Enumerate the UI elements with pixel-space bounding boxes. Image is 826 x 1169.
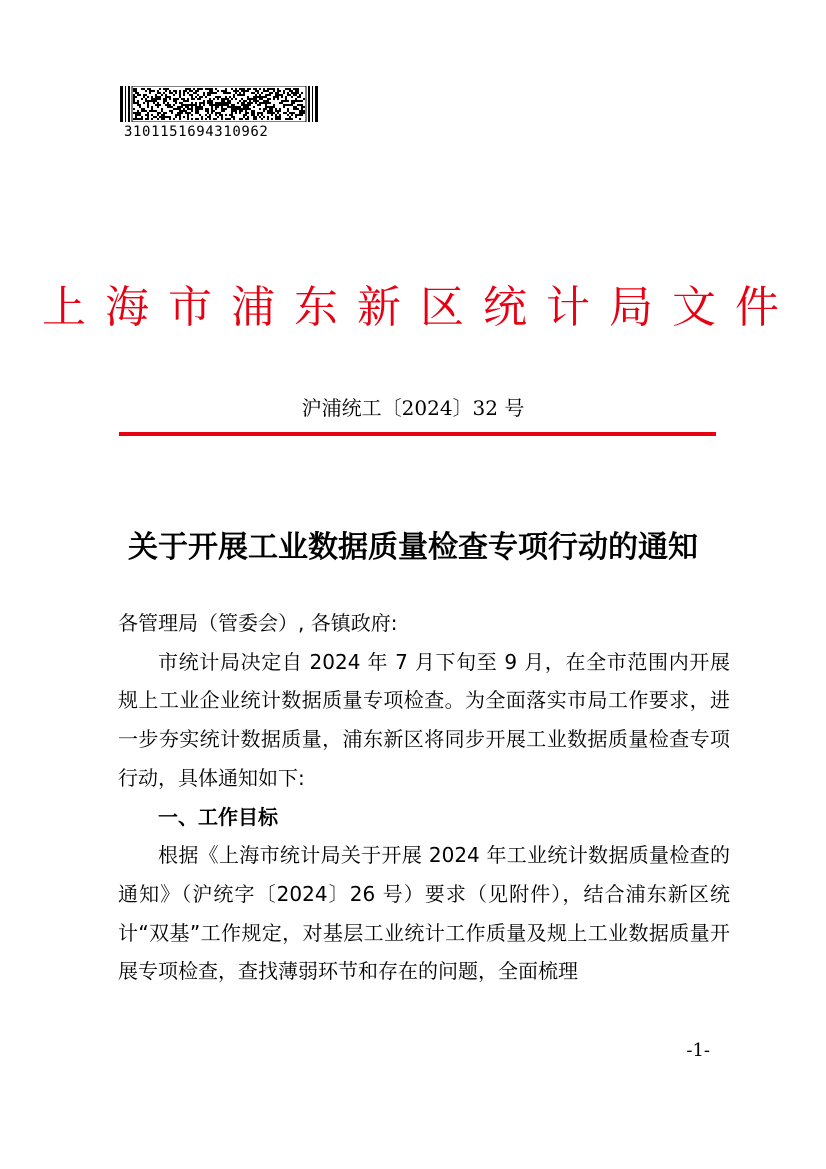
document-number: 沪浦统工〔2024〕32 号 (301, 396, 525, 420)
salutation: 各管理局（管委会）, 各镇政府: (118, 611, 398, 635)
section-heading-goals: 一、工作目标 (158, 804, 278, 829)
page-number: -1- (686, 1040, 710, 1061)
notice-title: 关于开展工业数据质量检查专项行动的通知 (128, 530, 698, 565)
red-divider (119, 432, 716, 436)
paragraph-goals: 根据《上海市统计局关于开展 2024 年工业统计数据质量检查的通知》（沪统字〔2024〕26 号）要求（见附件），结合浦东新区统计“双基”工作规定，对基层工业统计工作质量及规上工业数据质量开展专项检查，查找薄弱环节和存在的问题，全面梳理 (118, 843, 730, 984)
paragraph-intro: 市统计局决定自 2024 年 7 月下旬至 9 月，在全市范围内开展规上工业企业统计数据质量专项检查。为全面落实市局工作要求，进一步夯实统计数据质量，浦东新区将同步开展工业数据质量检查专项行动，具体通知如下: (118, 649, 730, 790)
document-body (118, 604, 730, 991)
issuer-heading: 上海市浦东新区统计局文件 (42, 282, 798, 333)
barcode-number: 3101151694310962 (124, 124, 269, 140)
barcode-image (120, 86, 322, 122)
